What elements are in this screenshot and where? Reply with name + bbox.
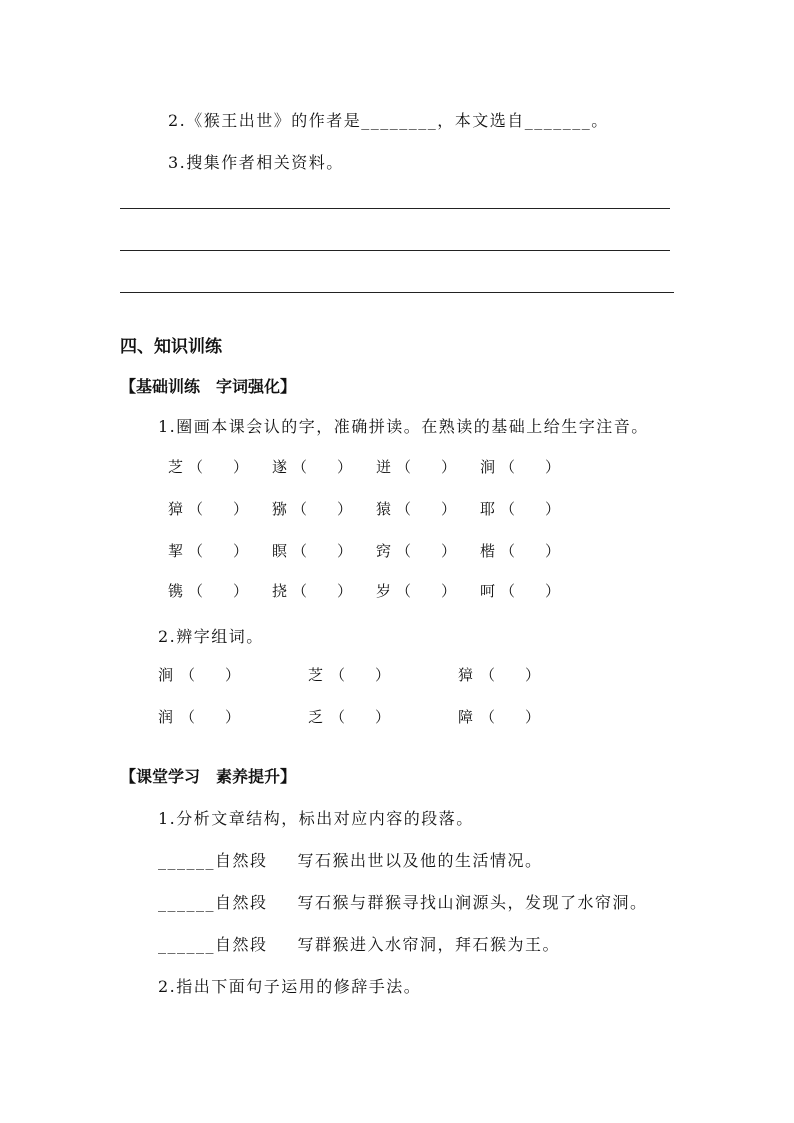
char: 猕 <box>272 500 288 518</box>
structure-item <box>158 932 560 955</box>
answer-paren[interactable]: （ ） <box>500 458 561 476</box>
section-title: 四、知识训练 <box>120 337 222 357</box>
structure-item <box>158 848 543 871</box>
word-group-cell[interactable] <box>458 664 608 685</box>
word-group-cell[interactable] <box>308 706 458 727</box>
answer-paren[interactable]: （ ） <box>330 708 391 726</box>
char-cell[interactable] <box>376 580 480 601</box>
char: 障 <box>458 708 474 726</box>
basic-training-header: 【基础训练 字词强化】 <box>120 377 297 396</box>
char-cell[interactable] <box>272 498 376 519</box>
paragraph-blank[interactable]: ______自然段 <box>158 893 268 912</box>
word-group-cell[interactable] <box>158 706 308 727</box>
answer-paren[interactable]: （ ） <box>292 582 353 600</box>
char-cell[interactable] <box>272 456 376 477</box>
char-cell[interactable] <box>376 456 480 477</box>
structure-desc: 写群猴进入水帘洞，拜石猴为王。 <box>297 935 561 954</box>
char-cell[interactable] <box>272 580 376 601</box>
word-group-cell[interactable] <box>458 706 608 727</box>
char: 乏 <box>308 708 324 726</box>
answer-paren[interactable]: （ ） <box>500 582 561 600</box>
char: 瞑 <box>272 542 288 560</box>
char-cell[interactable] <box>480 540 584 561</box>
question-collect-info: 3.搜集作者相关资料。 <box>168 153 344 172</box>
char-cell[interactable] <box>480 580 584 601</box>
char: 遂 <box>272 458 288 476</box>
paragraph-blank[interactable]: ______自然段 <box>158 935 268 954</box>
answer-paren[interactable]: （ ） <box>396 458 457 476</box>
structure-item <box>158 890 648 913</box>
answer-paren[interactable]: （ ） <box>330 666 391 684</box>
word-group-instruction: 2.辨字组词。 <box>158 627 264 646</box>
char-cell[interactable] <box>168 540 272 561</box>
answer-paren[interactable]: （ ） <box>396 500 457 518</box>
answer-paren[interactable]: （ ） <box>188 500 249 518</box>
char: 耶 <box>480 500 496 518</box>
char: 獐 <box>458 666 474 684</box>
answer-paren[interactable]: （ ） <box>292 500 353 518</box>
answer-paren[interactable]: （ ） <box>292 542 353 560</box>
structure-instruction: 1.分析文章结构，标出对应内容的段落。 <box>158 809 474 828</box>
answer-paren[interactable]: （ ） <box>480 666 541 684</box>
answer-paren[interactable]: （ ） <box>188 582 249 600</box>
answer-line-2[interactable] <box>120 250 670 251</box>
answer-paren[interactable]: （ ） <box>396 542 457 560</box>
char: 涧 <box>480 458 496 476</box>
answer-paren[interactable]: （ ） <box>480 708 541 726</box>
char: 挠 <box>272 582 288 600</box>
char-row <box>168 540 584 561</box>
char-cell[interactable] <box>168 580 272 601</box>
char-cell[interactable] <box>272 540 376 561</box>
answer-paren[interactable]: （ ） <box>180 666 241 684</box>
answer-line-1[interactable] <box>120 208 670 209</box>
char-cell[interactable] <box>376 540 480 561</box>
char-cell[interactable] <box>376 498 480 519</box>
word-group-cell[interactable] <box>308 664 458 685</box>
char: 呵 <box>480 582 496 600</box>
answer-paren[interactable]: （ ） <box>396 582 457 600</box>
classroom-header: 【课堂学习 素养提升】 <box>120 767 297 786</box>
pinyin-instruction: 1.圈画本课会认的字，准确拼读。在熟读的基础上给生字注音。 <box>158 417 649 436</box>
rhetoric-instruction: 2.指出下面句子运用的修辞手法。 <box>158 977 422 996</box>
answer-line-3[interactable] <box>120 292 674 293</box>
char: 迸 <box>376 458 392 476</box>
structure-desc: 写石猴与群猴寻找山涧源头，发现了水帘洞。 <box>297 893 648 912</box>
char-cell[interactable] <box>480 456 584 477</box>
char: 芝 <box>168 458 184 476</box>
char: 楷 <box>480 542 496 560</box>
char-cell[interactable] <box>168 456 272 477</box>
answer-paren[interactable]: （ ） <box>180 708 241 726</box>
paragraph-blank[interactable]: ______自然段 <box>158 851 268 870</box>
word-group-row <box>158 664 608 685</box>
char-row <box>168 498 584 519</box>
structure-desc: 写石猴出世以及他的生活情况。 <box>297 851 543 870</box>
char-cell[interactable] <box>168 498 272 519</box>
char: 镌 <box>168 582 184 600</box>
word-group-cell[interactable] <box>158 664 308 685</box>
answer-paren[interactable]: （ ） <box>292 458 353 476</box>
char: 芝 <box>308 666 324 684</box>
answer-paren[interactable]: （ ） <box>188 542 249 560</box>
char-row <box>168 580 584 601</box>
answer-paren[interactable]: （ ） <box>188 458 249 476</box>
char: 润 <box>158 708 174 726</box>
char-cell[interactable] <box>480 498 584 519</box>
char: 挈 <box>168 542 184 560</box>
char: 涧 <box>158 666 174 684</box>
char: 窍 <box>376 542 392 560</box>
char: 獐 <box>168 500 184 518</box>
question-author: 2.《猴王出世》的作者是________，本文选自_______。 <box>168 111 609 130</box>
answer-paren[interactable]: （ ） <box>500 542 561 560</box>
char: 猿 <box>376 500 392 518</box>
char: 岁 <box>376 582 392 600</box>
answer-paren[interactable]: （ ） <box>500 500 561 518</box>
word-group-row <box>158 706 608 727</box>
char-row <box>168 456 584 477</box>
